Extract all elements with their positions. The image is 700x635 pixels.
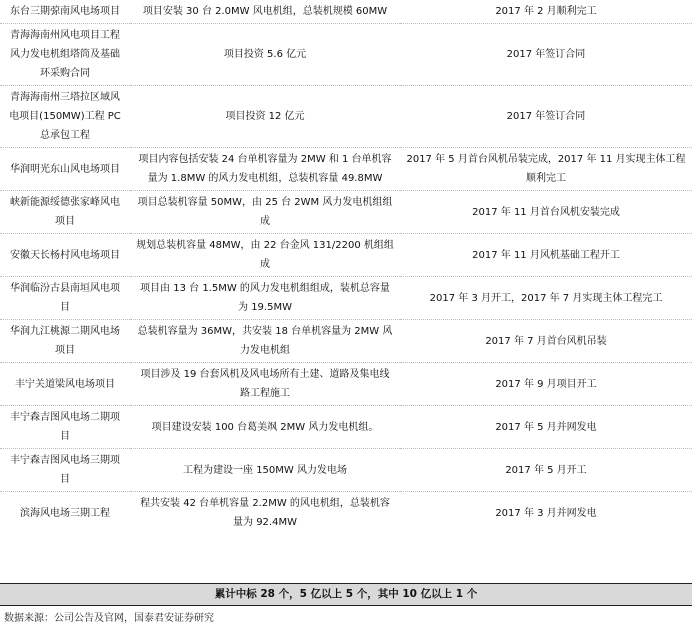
project-status: 2017 年 11 月首台风机安装完成 xyxy=(400,191,692,234)
project-status: 2017 年 5 月开工 xyxy=(400,449,692,492)
project-name: 安徽天长杨村风电场项目 xyxy=(0,234,130,277)
project-name: 丰宁关道梁风电场项目 xyxy=(0,363,130,406)
project-content: 程共安装 42 台单机容量 2.2MW 的风电机组，总装机容量为 92.4MW xyxy=(140,498,390,528)
project-name: 峡新能源绥德张家峰风电项目 xyxy=(0,191,130,234)
project-status: 2017 年签订合同 xyxy=(400,86,692,148)
table-row xyxy=(0,24,692,86)
project-name: 华润九江桃源二期风电场项目 xyxy=(0,320,130,363)
table-row xyxy=(0,0,692,24)
project-content: 项目安装 30 台 2.0MW 风电机组，总装机规模 60MW xyxy=(130,0,400,24)
table-row xyxy=(0,86,692,148)
table-row xyxy=(0,234,692,277)
project-status: 2017 年 3 月开工，2017 年 7 月实现主体工程完工 xyxy=(400,277,692,320)
total-summary: 累计中标 28 个，5 亿以上 5 个，其中 10 亿以上 1 个 xyxy=(0,583,692,606)
project-status: 2017 年 5 月并网发电 xyxy=(400,406,692,449)
project-status: 2017 年签订合同 xyxy=(400,24,692,86)
project-status: 2017 年 5 月首台风机吊装完成，2017 年 11 月实现主体工程顺利完工 xyxy=(400,148,692,191)
project-status: 2017 年 9 月项目开工 xyxy=(400,363,692,406)
source-note: 数据来源：公司公告及官网，国泰君安证券研究 xyxy=(4,613,214,624)
table-row xyxy=(0,277,692,320)
project-name: 青海海南州三塔拉区域风电项目(150MW)工程 PC 总承包工程 xyxy=(0,86,130,148)
table-row xyxy=(0,191,692,234)
table-row xyxy=(0,148,692,191)
project-name: 丰宁森吉图风电场三期项目 xyxy=(0,449,130,492)
project-name: 华润临汾古县南垣风电项目 xyxy=(0,277,130,320)
project-name: 滨海风电场三期工程 xyxy=(20,507,110,519)
project-content: 总装机容量为 36MW，共安装 18 台单机容量为 2MW 风力发电机组 xyxy=(130,320,400,363)
table-row xyxy=(0,406,692,449)
project-status: 2017 年 2 月顺利完工 xyxy=(400,0,692,24)
project-name: 青海海南州风电项目工程风力发电机组塔筒及基础环采购合同 xyxy=(0,24,130,86)
project-content: 规划总装机容量 48MW，由 22 台金风 131/2200 机组组成 xyxy=(130,234,400,277)
project-status: 2017 年 7 月首台风机吊装 xyxy=(400,320,692,363)
project-content: 项目投资 12 亿元 xyxy=(130,86,400,148)
project-content: 项目由 13 台 1.5MW 的风力发电机组组成，装机总容量为 19.5MW xyxy=(130,277,400,320)
project-content: 项目内容包括安装 24 台单机容量为 2MW 和 1 台单机容量为 1.8MW 的风力发电机组，总装机容量 49.8MW xyxy=(130,148,400,191)
project-name: 华润明光东山风电场项目 xyxy=(0,148,130,191)
project-content: 工程为建设一座 150MW 风力发电场 xyxy=(130,449,400,492)
project-name: 丰宁森吉图风电场二期项目 xyxy=(0,406,130,449)
table-row xyxy=(0,492,692,535)
project-status: 2017 年 3 月并网发电 xyxy=(495,507,597,519)
project-content: 项目涉及 19 台套风机及风电场所有土建、道路及集电线路工程施工 xyxy=(130,363,400,406)
project-name: 东台三期弶南风电场项目 xyxy=(0,0,130,24)
table-row xyxy=(0,449,692,492)
table-row xyxy=(0,363,692,406)
project-status: 2017 年 11 月风机基础工程开工 xyxy=(400,234,692,277)
table-row xyxy=(0,320,692,363)
project-content: 项目建设安装 100 台葛美飒 2MW 风力发电机组。 xyxy=(130,406,400,449)
project-content: 项目投资 5.6 亿元 xyxy=(130,24,400,86)
project-content: 项目总装机容量 50MW，由 25 台 2WM 风力发电机组组成 xyxy=(130,191,400,234)
